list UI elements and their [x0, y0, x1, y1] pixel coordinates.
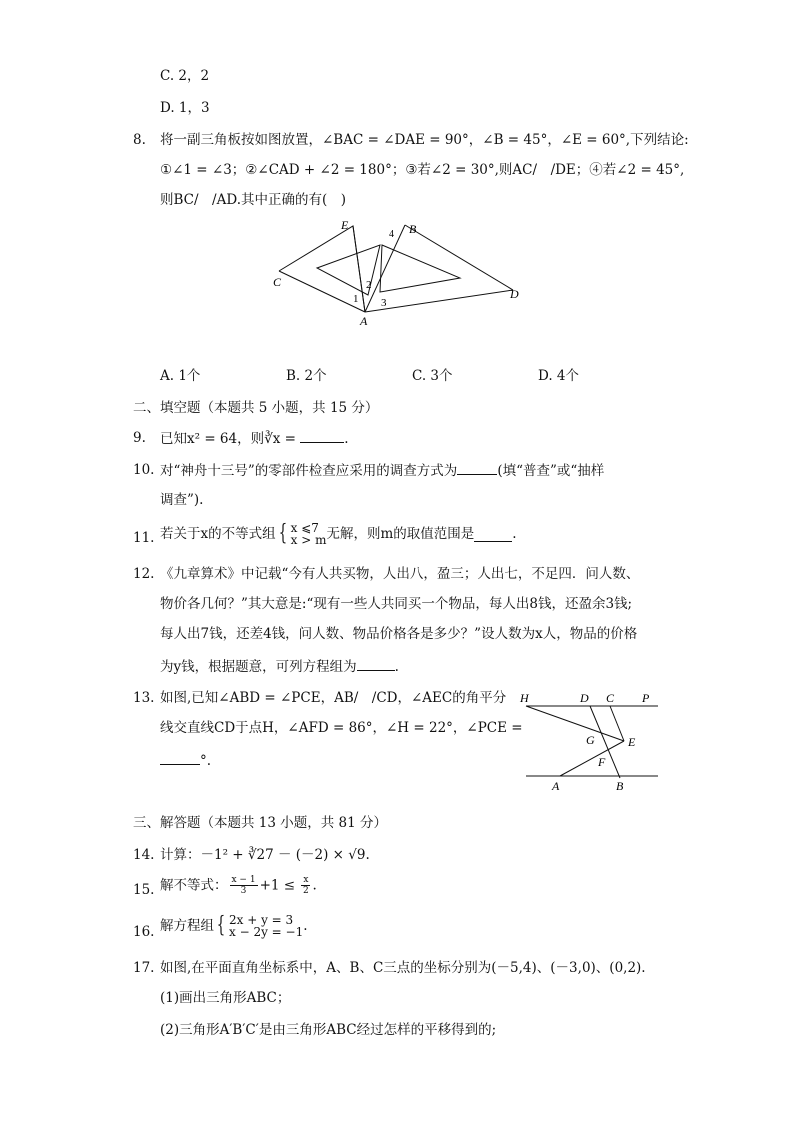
q11-cond: 无解，则m的取值范围是	[326, 526, 475, 542]
q12-stem: 为y钱，根据题意，可列方程组为	[160, 659, 357, 675]
q15-frac1-den: 3	[240, 886, 247, 896]
q7-option-c: C. 2，2	[160, 68, 210, 84]
q8-label-a: A	[360, 314, 368, 328]
q12-line2: 物价各几何？”其大意是:“现有一些人共同买一个物品，每人出8钱，还盈余3钱;	[160, 596, 633, 612]
q15-stem: 解不等式：	[160, 877, 228, 894]
q13-label-f: F	[598, 755, 606, 769]
q16-text	[160, 914, 308, 946]
q15-text	[160, 875, 317, 903]
q16-eq1: 2x + y = 3	[229, 913, 294, 927]
q7-option-d: D. 1，3	[160, 100, 210, 116]
q13-number: 13.	[133, 690, 155, 706]
q11-blank	[474, 527, 512, 542]
q13-label-a: A	[552, 779, 560, 793]
q13-parallel-lines-figure	[512, 686, 672, 796]
q12-line1: 《九章算术》中记载“今有人共买物，人出八，盈三；人出七，不足四．问人数、	[160, 566, 640, 582]
q8-label-one: 1	[353, 293, 359, 305]
q13-line2: 线交直线CD于点H，∠AFD = 86°，∠H = 22°，∠PCE =	[160, 720, 523, 736]
q8-option-d: D. 4个	[538, 368, 580, 384]
q12-line3: 每人出7钱，还差4钱，问人数、物品价格各是多少？”设人数为x人，物品的价格	[160, 626, 638, 642]
q15-frac1	[230, 875, 258, 896]
q10-blank	[457, 460, 497, 475]
q13-label-c: C	[606, 691, 615, 705]
q15-frac1-num: x − 1	[231, 875, 256, 885]
q8-label-three: 3	[381, 297, 387, 309]
q16-end: .	[303, 918, 308, 934]
q11-stem: 若关于x的不等式组	[160, 526, 276, 542]
q13-blank	[160, 750, 200, 765]
q13-line1: 如图,已知∠ABD = ∠PCE，AB/ /CD，∠AEC的角平分	[160, 690, 507, 706]
q8-stem-line2: ①∠1 = ∠3；②∠CAD + ∠2 = 180°；③若∠2 = 30°,则AC/ /DE；④若∠2 = 45°,	[160, 162, 685, 178]
q8-option-b: B. 2个	[286, 368, 327, 384]
q11-brace: {	[278, 521, 287, 546]
q11-text	[160, 522, 517, 552]
q13-label-d: D	[580, 691, 589, 705]
q14-text: 计算：－1² + ∛27 － (－2) × √9.	[160, 847, 370, 863]
q8-label-four: 4	[389, 229, 394, 240]
section-2-heading: 二、填空题（本题共 5 小题，共 15 分）	[133, 400, 379, 416]
q8-label-d: D	[510, 287, 519, 301]
q14-number: 14.	[133, 847, 155, 863]
q13-label-g: G	[586, 733, 595, 747]
q15-frac2	[301, 875, 310, 896]
q10-line2: 调查”).	[160, 492, 204, 508]
q9-text	[160, 428, 349, 449]
q15-number: 15.	[133, 882, 155, 898]
q12-end: .	[394, 659, 399, 675]
q16-system	[229, 914, 303, 938]
q16-eq2: x − 2y = −1	[229, 925, 304, 939]
q8-label-e: E	[341, 218, 349, 232]
q8-stem-line3: 则BC/ /AD.其中正确的有( )	[160, 192, 347, 208]
q13-label-p: P	[642, 691, 650, 705]
q9-stem: 已知x² = 64，则∛x =	[160, 431, 301, 447]
q16-number: 16.	[133, 924, 155, 940]
q9-end: .	[344, 431, 349, 447]
q9-blank	[300, 428, 344, 443]
q12-line4	[160, 656, 399, 677]
q10-line1	[160, 460, 604, 481]
q13-label-e: E	[628, 735, 636, 749]
q8-triangle-figure	[265, 215, 535, 330]
q16-stem: 解方程组	[160, 918, 214, 934]
q13-label-h: H	[520, 691, 529, 705]
q15-frac2-den: 2	[303, 886, 309, 896]
q11-ineq1: x ⩽7	[290, 521, 319, 535]
q12-blank	[357, 656, 395, 671]
q8-stem-line1: 将一副三角板按如图放置，∠BAC = ∠DAE = 90°，∠B = 45°，∠E = 60°,下列结论:	[160, 132, 689, 148]
q8-option-c: C. 3个	[412, 368, 453, 384]
q12-number: 12.	[133, 566, 155, 582]
q10-number: 10.	[133, 462, 155, 478]
q8-option-a: A. 1个	[160, 368, 201, 384]
q8-label-c: C	[273, 275, 282, 289]
q11-end: .	[512, 526, 517, 542]
q13-line3	[160, 750, 211, 771]
q8-number: 8.	[133, 132, 146, 148]
q11-ineq2: x > m	[290, 533, 327, 547]
q16-brace: {	[216, 913, 226, 938]
q17-line3: (2)三角形A′B′C′是由三角形ABC经过怎样的平移得到的;	[160, 1022, 497, 1038]
q17-line1: 如图,在平面直角坐标系中，A、B、C三点的坐标分别为(－5,4)、(－3,0)、(0,2).	[160, 960, 646, 976]
q13-end: °.	[200, 753, 212, 769]
q15-end: .	[312, 877, 317, 894]
q10-stem: 对“神舟十三号”的零部件检查应采用的调查方式为	[160, 463, 458, 479]
q17-number: 17.	[133, 960, 155, 976]
q11-number: 11.	[133, 530, 155, 546]
q8-label-two: 2	[366, 279, 372, 291]
section-3-heading: 三、解答题（本题共 13 小题，共 81 分）	[133, 815, 388, 831]
q10-hint: (填“普查”或“抽样	[497, 463, 605, 479]
q15-frac2-num: x	[303, 875, 309, 885]
q8-label-b: B	[409, 222, 417, 236]
q17-line2: (1)画出三角形ABC；	[160, 990, 291, 1006]
q11-system	[291, 522, 327, 546]
q15-mid: +1 ≤	[259, 877, 300, 894]
q9-number: 9.	[133, 430, 146, 446]
q13-label-b: B	[616, 779, 624, 793]
